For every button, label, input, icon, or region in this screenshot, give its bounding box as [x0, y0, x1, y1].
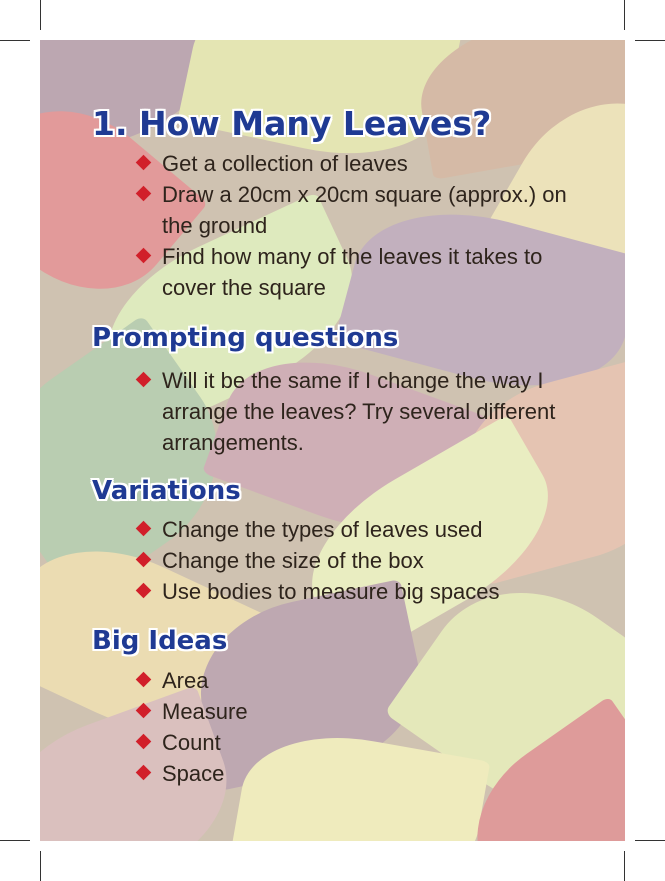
big-ideas-list	[136, 665, 576, 789]
crop-mark	[0, 40, 30, 41]
big-ideas-heading: Big Ideas	[92, 626, 228, 656]
diamond-bullet-icon	[136, 248, 152, 264]
list-item: Will it be the same if I change the way I arrange the leaves? Try several different arrangements.	[136, 365, 576, 458]
diamond-bullet-icon	[136, 186, 152, 202]
crop-mark	[635, 840, 665, 841]
activity-card	[40, 40, 625, 841]
list-item: Space	[136, 758, 576, 789]
crop-mark	[40, 0, 41, 30]
crop-mark	[635, 40, 665, 41]
prompting-heading: Prompting questions	[92, 323, 399, 353]
diamond-bullet-icon	[136, 155, 152, 171]
variations-list	[136, 514, 576, 607]
activity-title: 1. How Many Leaves?	[92, 104, 492, 143]
list-item: Draw a 20cm x 20cm square (approx.) on the ground	[136, 179, 576, 241]
diamond-bullet-icon	[136, 734, 152, 750]
list-item: Area	[136, 665, 576, 696]
diamond-bullet-icon	[136, 552, 152, 568]
crop-mark	[624, 0, 625, 30]
list-item: Measure	[136, 696, 576, 727]
list-item: Get a collection of leaves	[136, 148, 576, 179]
prompting-list	[136, 365, 576, 458]
list-item: Change the size of the box	[136, 545, 576, 576]
list-item: Count	[136, 727, 576, 758]
diamond-bullet-icon	[136, 521, 152, 537]
diamond-bullet-icon	[136, 372, 152, 388]
crop-mark	[624, 851, 625, 881]
diamond-bullet-icon	[136, 765, 152, 781]
list-item: Use bodies to measure big spaces	[136, 576, 576, 607]
list-item: Find how many of the leaves it takes to cover the square	[136, 241, 576, 303]
crop-mark	[0, 840, 30, 841]
crop-mark	[40, 851, 41, 881]
list-item: Change the types of leaves used	[136, 514, 576, 545]
diamond-bullet-icon	[136, 583, 152, 599]
steps-list	[136, 148, 576, 303]
diamond-bullet-icon	[136, 672, 152, 688]
card-content	[40, 40, 625, 841]
diamond-bullet-icon	[136, 703, 152, 719]
variations-heading: Variations	[92, 476, 241, 506]
